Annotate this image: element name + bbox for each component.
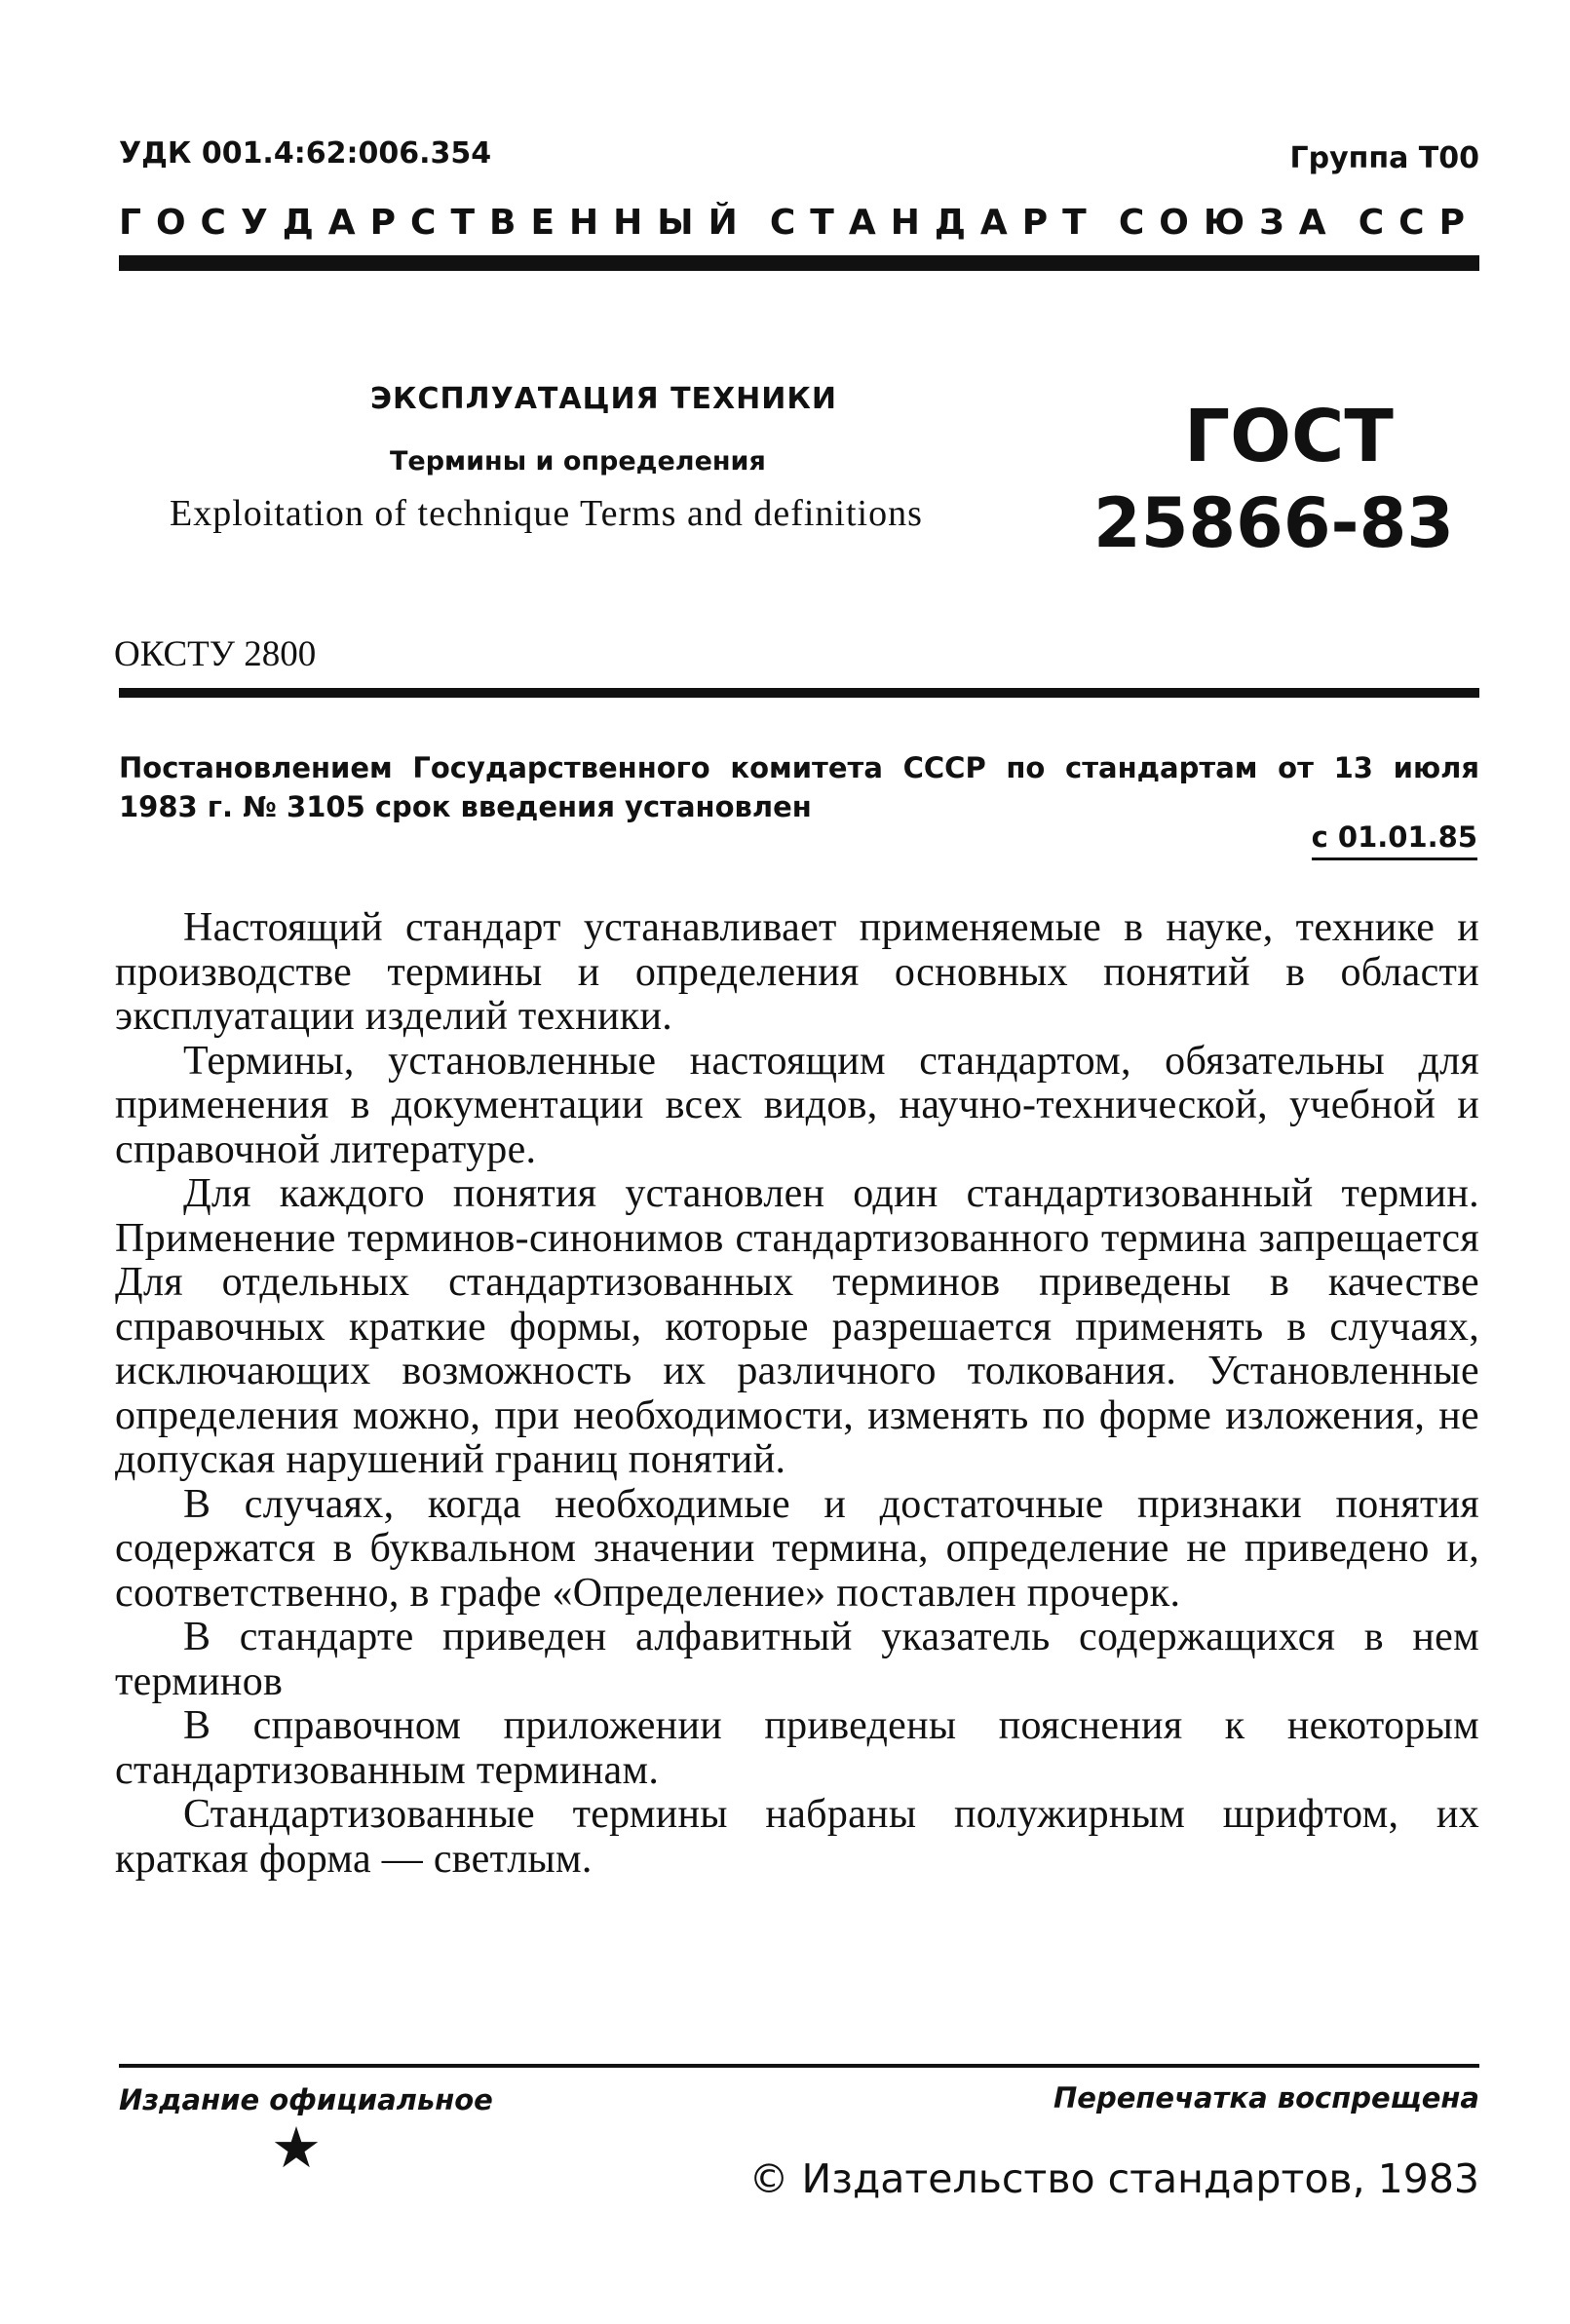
header-divider bbox=[119, 255, 1479, 271]
group-code: Группа Т00 bbox=[1289, 141, 1479, 175]
paragraph: Термины, установленные настоящим стандартом, обязательны для применения в документации всех видов, научно-технической, учебной и справочной литературе. bbox=[115, 1038, 1479, 1172]
banner-word-3: СОЮЗА bbox=[1118, 203, 1341, 243]
reprint-prohibited-label: Перепечатка воспрещена bbox=[1053, 2081, 1479, 2114]
body-text bbox=[115, 906, 1479, 1882]
resolution-text: Постановлением Государственного комитета СССР по стандартам от 13 июля 1983 г. № 3105 срок введения установлен bbox=[119, 751, 1479, 823]
publisher-copyright: © Издательство стандартов, 1983 bbox=[748, 2155, 1479, 2202]
paragraph: В справочном приложении приведены пояснения к некоторым стандартизованным терминам. bbox=[115, 1703, 1479, 1793]
title-divider bbox=[119, 688, 1479, 698]
gost-label: ГОСТ bbox=[1184, 395, 1394, 478]
official-edition-label: Издание официальное bbox=[119, 2083, 493, 2116]
document-subtitle: Термины и определения bbox=[390, 446, 766, 476]
state-standard-banner bbox=[119, 203, 1479, 243]
paragraph: Для каждого понятия установлен один стандартизованный термин. Применение терминов-синонимов стандартизованного термина запрещается Для отдельных стандартизованных терминов приведены в качестве справочных краткие формы, которые разрешается применять в случаях, исключающих возможность их различного толкования. Установленные определения можно, при необходимости, изменять по форме изложения, не допуская нарушений границ понятий. bbox=[115, 1171, 1479, 1482]
banner-word-1: ГОСУДАРСТВЕННЫЙ bbox=[119, 203, 752, 243]
document-title: ЭКСПЛУАТАЦИЯ ТЕХНИКИ bbox=[370, 382, 838, 416]
effective-date: с 01.01.85 bbox=[1312, 820, 1477, 860]
paragraph: В случаях, когда необходимые и достаточные признаки понятия содержатся в буквальном значении термина, определение не приведено и, соответственно, в графе «Определение» поставлен прочерк. bbox=[115, 1481, 1479, 1616]
paragraph: В стандарте приведен алфавитный указатель содержащихся в нем терминов bbox=[115, 1615, 1479, 1704]
gost-number: 25866-83 bbox=[1093, 483, 1454, 563]
paragraph: Настоящий стандарт устанавливает применяемые в науке, технике и производстве термины и определения основных понятий в области эксплуатации изделий техники. bbox=[115, 905, 1479, 1039]
okstu-code: ОКСТУ 2800 bbox=[114, 634, 317, 674]
star-icon: ★ bbox=[271, 2114, 322, 2181]
udk-code: УДК 001.4:62:006.354 bbox=[119, 136, 492, 171]
paragraph: Стандартизованные термины набраны полужирным шрифтом, их краткая форма — светлым. bbox=[115, 1792, 1479, 1882]
document-title-english: Exploitation of technique Terms and definitions bbox=[170, 493, 923, 534]
footer-divider bbox=[119, 2064, 1479, 2068]
banner-word-2: СТАНДАРТ bbox=[769, 203, 1101, 243]
banner-word-4: ССР bbox=[1358, 203, 1479, 243]
